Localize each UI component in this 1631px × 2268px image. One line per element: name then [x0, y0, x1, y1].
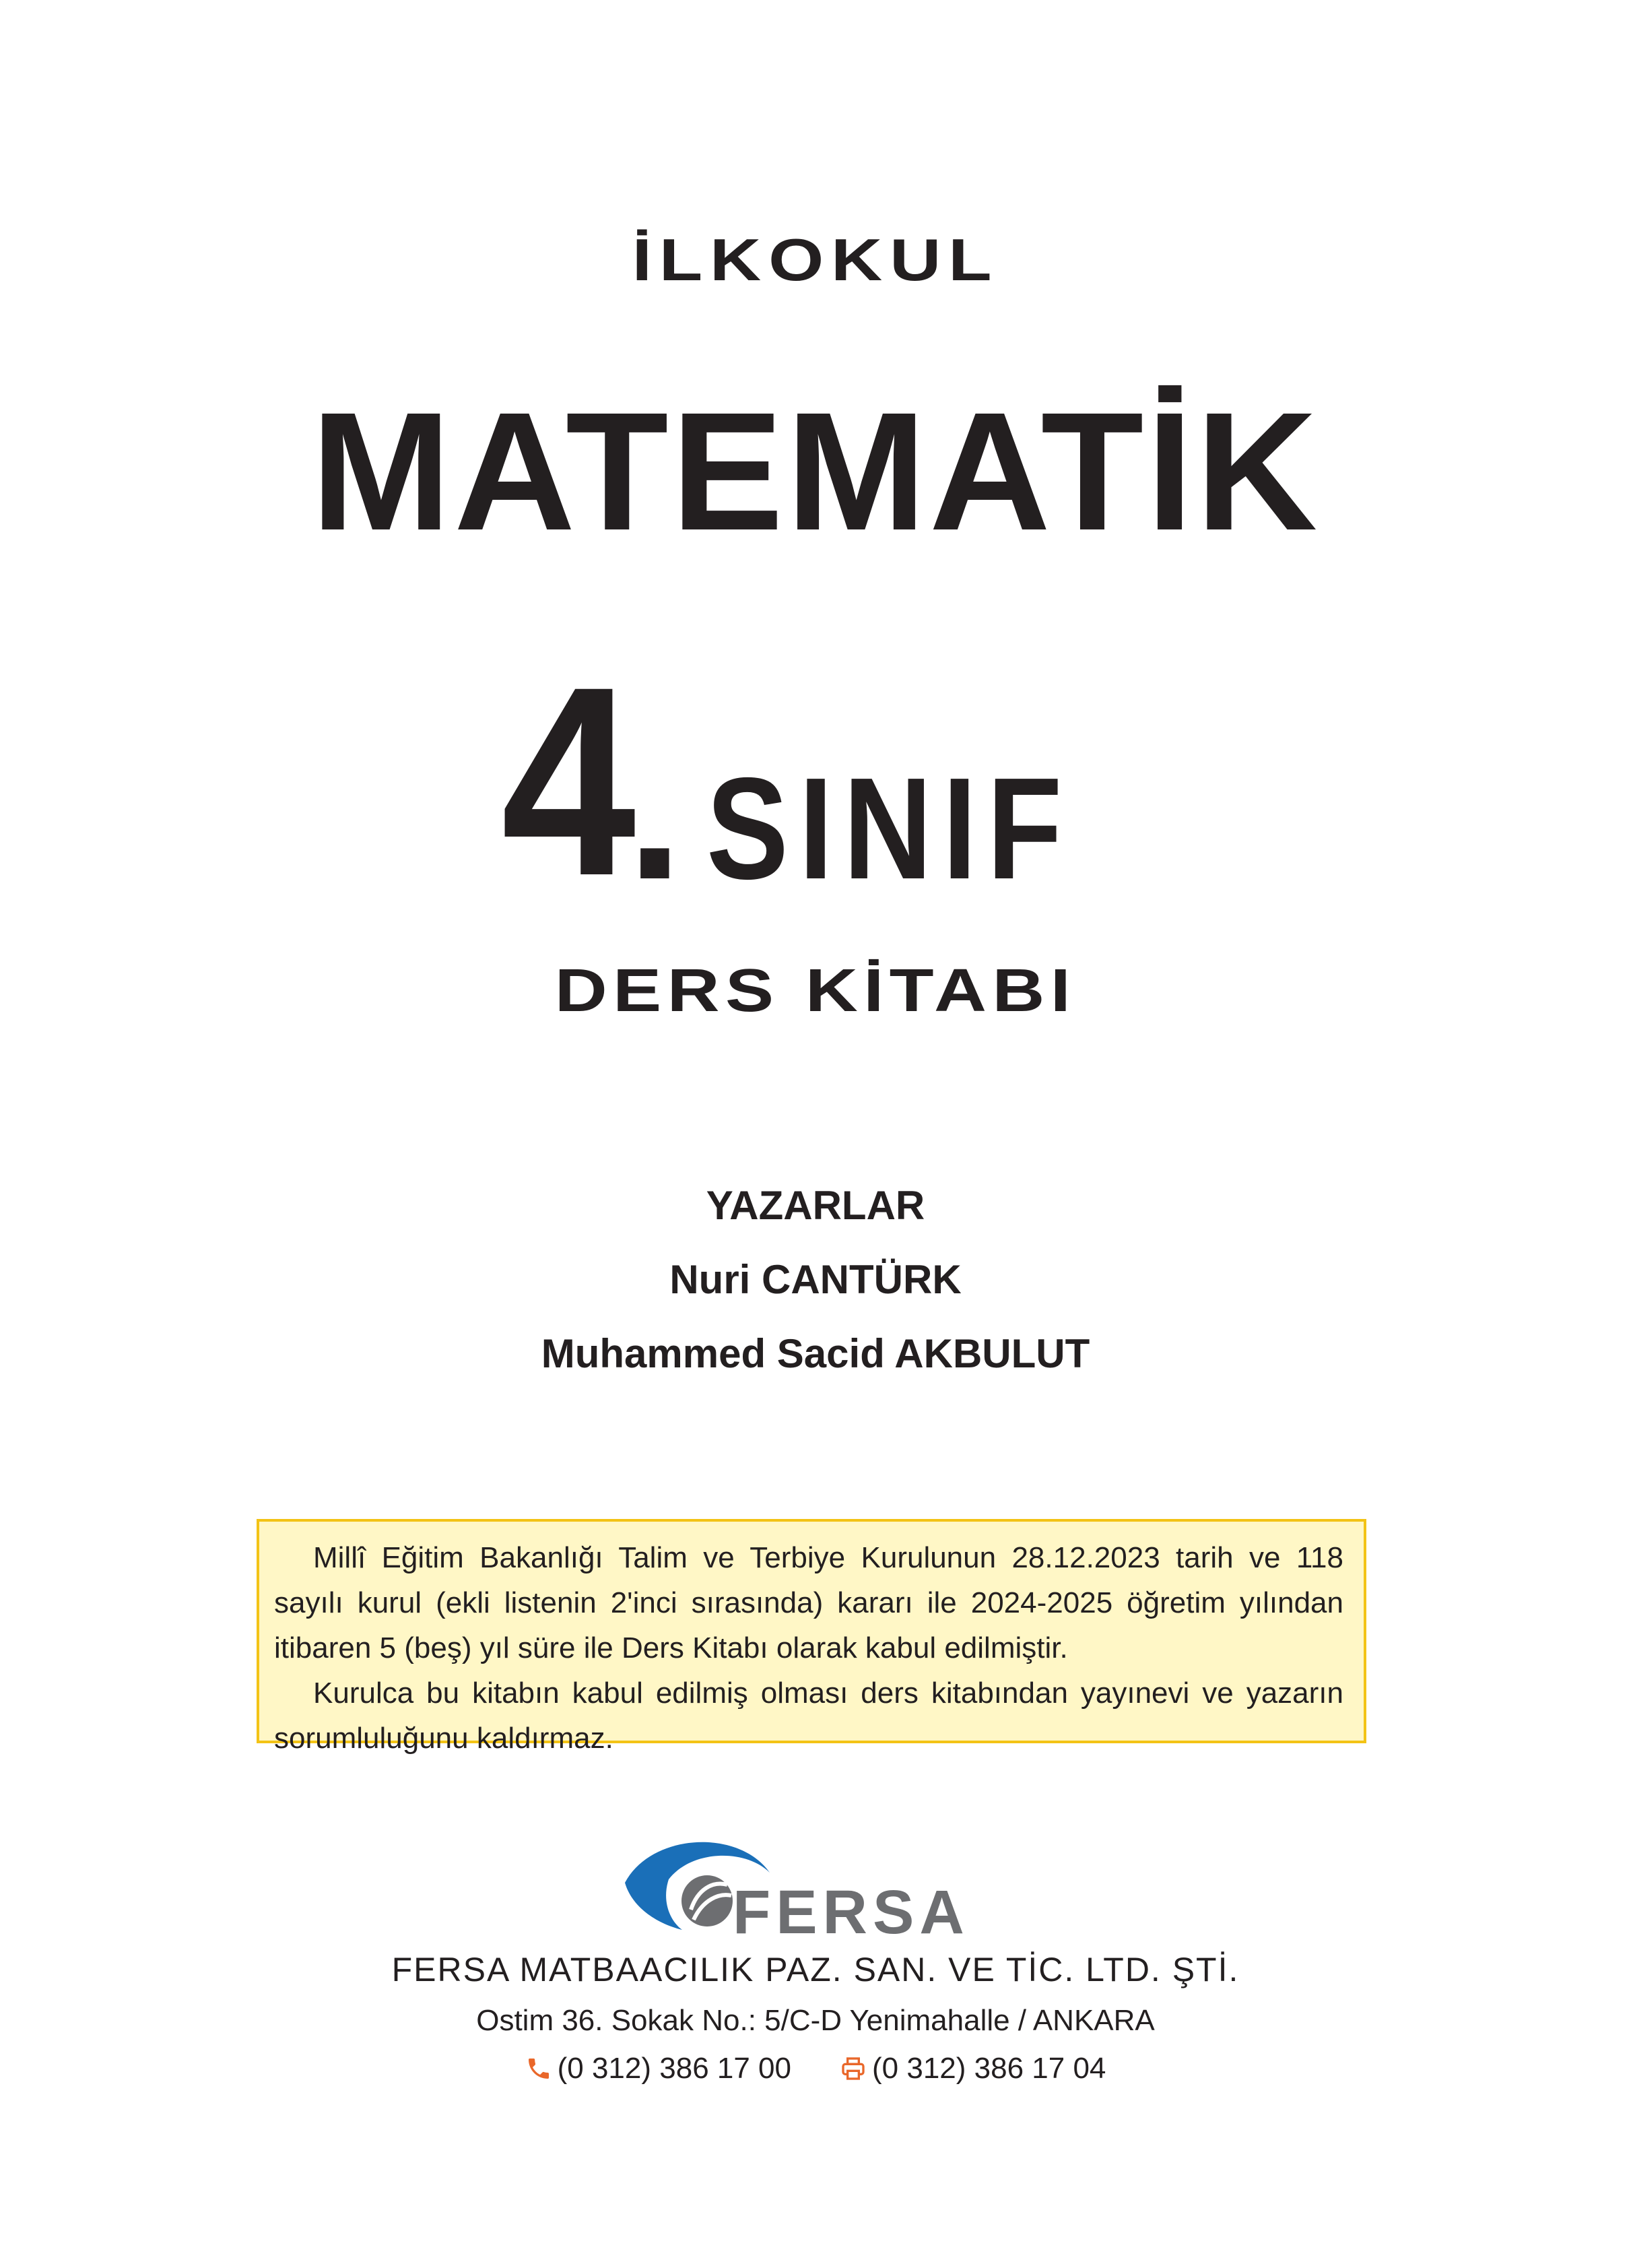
fersa-logo	[618, 1825, 995, 1940]
grade-dot: .	[626, 695, 684, 921]
fax-contact	[840, 2052, 1106, 2085]
approval-notice-box	[257, 1519, 1366, 1755]
publisher-address: Ostim 36. Sokak No.: 5/C-D Yenimahalle / ANKARA	[476, 2004, 1155, 2037]
approval-paragraph: Kurulca bu kitabın kabul edilmiş olması ders kitabından yayınevi ve yazarın sorumluluğunu kaldırmaz.	[274, 1677, 1343, 1755]
author-name: Muhammed Sacid AKBULUT	[541, 1331, 1090, 1376]
publisher-contacts	[0, 2052, 1631, 2085]
phone-contact	[525, 2052, 791, 2085]
logo-wordmark: FERSA	[733, 1878, 970, 1940]
printer-icon	[840, 2055, 867, 2082]
subject-title: MATEMATİK	[310, 377, 1321, 565]
school-level-title: İLKOKUL	[632, 226, 999, 293]
approval-paragraph: Millî Eğitim Bakanlığı Talim ve Terbiye Kurulunun 28.12.2023 tarih ve 118 sayılı kurul (ekli listenin 2'inci sırasında) kararı ile 2024-2025 öğretim yılından itibaren 5 (beş) yıl süre ile Ders Kitabı olarak kabul edilmiştir.	[274, 1541, 1343, 1664]
phone-icon	[525, 2055, 552, 2082]
authors-heading: YAZARLAR	[706, 1183, 925, 1228]
book-type-title: DERS KİTABI	[554, 957, 1077, 1025]
grade-number: 4	[501, 630, 636, 932]
author-name: Nuri CANTÜRK	[669, 1257, 962, 1302]
grade-title	[0, 630, 1631, 932]
publisher-company: FERSA MATBAACILIK PAZ. SAN. VE TİC. LTD. ŞTİ.	[391, 1951, 1240, 1988]
grade-word: SINIF	[706, 747, 1073, 909]
phone-number: (0 312) 386 17 00	[557, 2052, 791, 2085]
fax-number: (0 312) 386 17 04	[872, 2052, 1106, 2085]
